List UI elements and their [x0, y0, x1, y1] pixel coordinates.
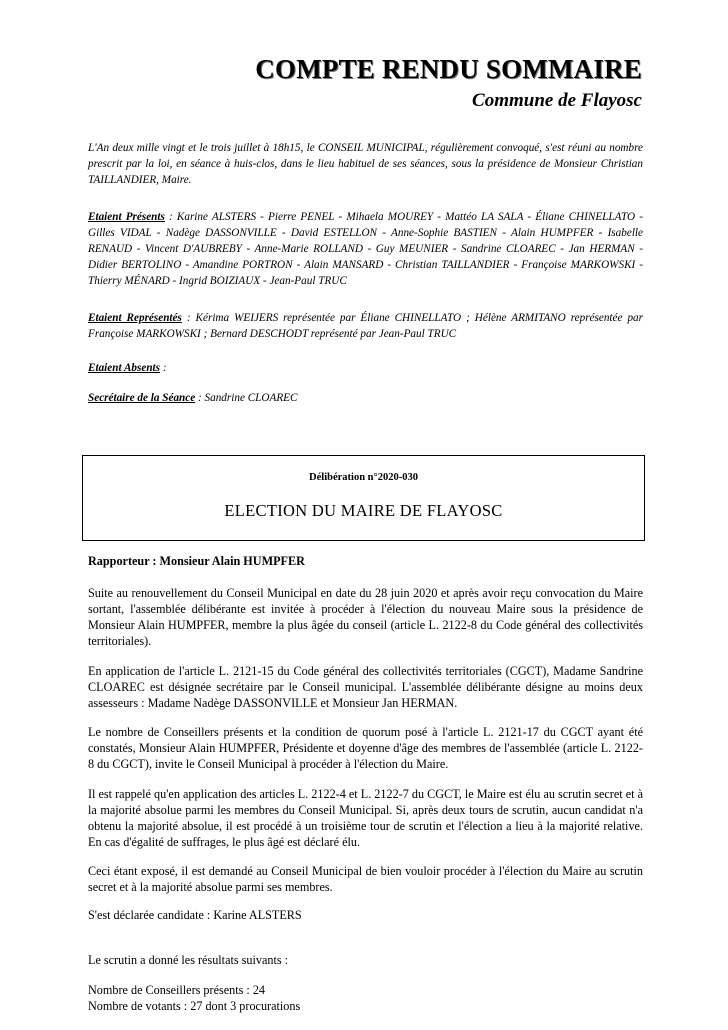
deliberation-box [82, 455, 645, 541]
secretary-name: : Sandrine CLOAREC [195, 392, 298, 404]
deliberation-title: ELECTION DU MAIRE DE FLAYOSC [224, 501, 503, 520]
body-paragraph: Ceci étant exposé, il est demandé au Conseil Municipal de bien vouloir procéder à l'élection du Maire au scrutin secret et à la majorité absolue parmi ses membres. [88, 864, 643, 894]
represented-paragraph [88, 310, 643, 342]
results-voter-count: Nombre de votants : 27 dont 3 procurations [88, 999, 301, 1013]
commune-subtitle: Commune de Flayosc [472, 90, 642, 111]
body-paragraph: Il est rappelé qu'en application des articles L. 2122-4 et L. 2122-7 du CGCT, le Maire est élu au scrutin secret et à la majorité absolue parmi les membres du Conseil Municipal. Si, après deux tours de scrutin, aucun candidat n'a obtenu la majorité absolue, il est procédé à un troisième tour de scrutin et l'élection a lieu à la majorité relative. En cas d'égalité de suffrages, le plus âgé est déclaré élu. [88, 787, 643, 849]
candidate-line: S'est déclarée candidate : Karine ALSTERS [88, 908, 302, 922]
intro-paragraph: L'An deux mille vingt et le trois juillet à 18h15, le CONSEIL MUNICIPAL, régulièrement convoqué, s'est réuni au nombre prescrit par la loi, en séance à huis-clos, dans le lieu habituel de ses séances, sous la présidence de Monsieur Christian TAILLANDIER, Maire. [88, 142, 643, 186]
body-paragraph: En application de l'article L. 2121-15 du Code général des collectivités territoriales (CGCT), Madame Sandrine CLOAREC est désignée secrétaire par le Conseil municipal. L'assemblée délibérante désigne au moins deux assesseurs : Madame Nadège DASSONVILLE et Monsieur Jan HERMAN. [88, 664, 643, 710]
presents-label: Etaient Présents [88, 211, 165, 223]
deliberation-number: Délibération n°2020-030 [309, 472, 418, 483]
body-paragraph: Suite au renouvellement du Conseil Municipal en date du 28 juin 2020 et après avoir reçu convocation du Maire sortant, l'assemblée délibérante est invitée à procéder à l'élection du nouveau Maire sous la présidence de Monsieur Alain HUMPFER, membre la plus âgée du conseil (article L. 2122-8 du Code général des collectivités territoriales). [88, 586, 643, 648]
represented-list: : Kérima WEIJERS représentée par Éliane CHINELLATO ; Hélène ARMITANO représentée par Françoise MARKOWSKI ; Bernard DESCHODT représenté par Jean-Paul TRUC [88, 312, 643, 340]
results-present-count: Nombre de Conseillers présents : 24 [88, 983, 266, 997]
presents-paragraph [88, 209, 643, 289]
represented-label: Etaient Représentés [88, 312, 182, 324]
presents-list: : Karine ALSTERS - Pierre PENEL - Mihaela MOUREY - Mattéo LA SALA - Éliane CHINELLATO - Gilles VIDAL - Nadège DASSONVILLE - David ESTELLON - Anne-Sophie BASTIEN - Alain HUMPFER - Isabelle RENAUD - Vincent D'AUBREBY - Anne-Marie ROLLAND - Guy MEUNIER - Sandrine CLOAREC - Jan HERMAN - Didier BERTOLINO - Amandine PORTRON - Alain MANSARD - Christian TAILLANDIER - Françoise MARKOWSKI - Thierry MÉNARD - Ingrid BOIZIAUX - Jean-Paul TRUC [88, 211, 643, 287]
absents-paragraph [88, 360, 643, 376]
document-title: COMPTE RENDU SOMMAIRE [255, 54, 642, 84]
rapporteur-line: Rapporteur : Monsieur Alain HUMPFER [88, 554, 305, 568]
secretary-paragraph [88, 390, 643, 406]
results-intro: Le scrutin a donné les résultats suivants : [88, 953, 289, 967]
secretary-label: Secrétaire de la Séance [88, 392, 196, 404]
absents-list: : [160, 362, 167, 374]
body-paragraph: Le nombre de Conseillers présents et la condition de quorum posé à l'article L. 2121-17 du CGCT ayant été constatés, Monsieur Alain HUMPFER, Présidente et doyenne d'âge des membres de l'assemblée (article L. 2122-8 du CGCT), invite le Conseil Municipal à procéder à l'élection du Maire. [88, 725, 643, 771]
absents-label: Etaient Absents [88, 362, 161, 374]
